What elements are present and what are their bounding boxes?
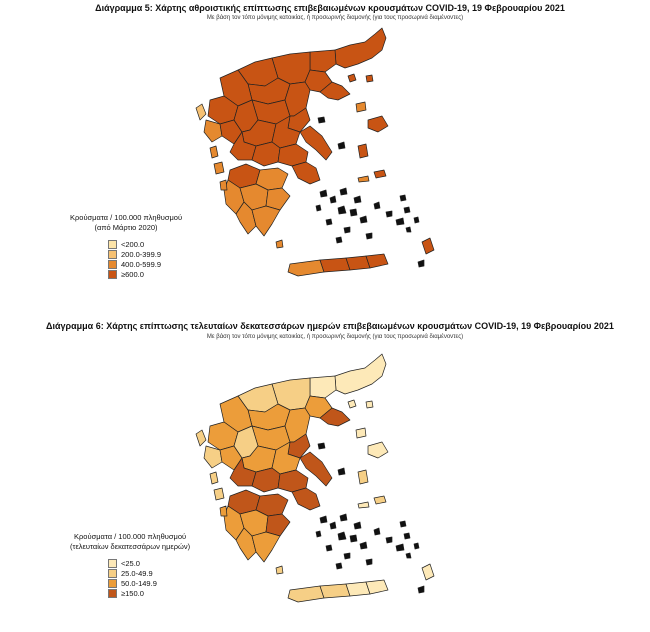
map-region xyxy=(368,442,388,458)
greece-cumulative-map xyxy=(160,20,480,305)
legend-label: 200.0-399.9 xyxy=(121,249,162,259)
map-region xyxy=(288,260,324,276)
legend-label: 50.0-149.9 xyxy=(121,578,157,588)
map-region xyxy=(350,209,357,216)
map-region xyxy=(358,502,369,508)
map-region xyxy=(374,528,380,535)
map-region xyxy=(340,188,347,195)
greece-14day-map xyxy=(160,346,480,631)
map-region xyxy=(318,443,325,449)
legend-item xyxy=(108,269,182,279)
map-region xyxy=(360,216,367,223)
map-region xyxy=(348,400,356,408)
map-region xyxy=(276,566,283,574)
map-region xyxy=(348,74,356,82)
map-region xyxy=(358,470,368,484)
map-region xyxy=(340,514,347,521)
map-region xyxy=(214,488,224,500)
legend-item xyxy=(108,558,190,568)
legend-label: <200.0 xyxy=(121,239,145,249)
map-region xyxy=(288,586,324,602)
legend-item xyxy=(108,578,190,588)
map-region xyxy=(366,559,372,565)
map-region xyxy=(422,564,434,580)
map-region xyxy=(330,196,336,203)
map-region xyxy=(338,206,346,214)
map1-legend xyxy=(70,213,182,279)
map-region xyxy=(396,544,404,551)
map-region xyxy=(344,553,350,559)
map-region xyxy=(366,254,388,268)
map-region xyxy=(330,522,336,529)
map-region xyxy=(318,117,325,123)
map-region xyxy=(336,563,342,569)
map-region xyxy=(310,50,336,72)
map-region xyxy=(210,146,218,158)
map-region xyxy=(400,521,406,527)
map-region xyxy=(310,376,336,398)
map-region xyxy=(326,219,332,225)
map-region xyxy=(292,488,320,510)
legend-label: ≥150.0 xyxy=(121,588,144,598)
map-region xyxy=(404,533,410,539)
map-region xyxy=(396,218,404,225)
mainland-regions xyxy=(204,354,386,562)
legend-label: 400.0-599.9 xyxy=(121,259,162,269)
map-region xyxy=(320,258,350,272)
map2-legend xyxy=(70,532,190,598)
map-region xyxy=(404,207,410,213)
map-region xyxy=(414,217,419,223)
map-region xyxy=(276,240,283,248)
legend-item xyxy=(108,568,190,578)
map-region xyxy=(196,430,206,446)
map-region xyxy=(366,233,372,239)
map-region xyxy=(366,580,388,594)
map2-legend-title-line2: (τελευταίων δεκατεσσάρων ημερών) xyxy=(70,542,191,551)
legend-swatch xyxy=(108,559,117,568)
map-region xyxy=(252,532,280,562)
map-region xyxy=(326,545,332,551)
legend-swatch xyxy=(108,260,117,269)
map-region xyxy=(210,472,218,484)
map-region xyxy=(220,180,227,190)
map-region xyxy=(338,532,346,540)
map-region xyxy=(374,170,386,178)
legend-swatch xyxy=(108,250,117,259)
legend-label: <25.0 xyxy=(121,558,140,568)
map-region xyxy=(354,196,361,203)
legend-swatch xyxy=(108,579,117,588)
map-region xyxy=(358,176,369,182)
legend-item xyxy=(108,239,182,249)
map-region xyxy=(406,553,411,558)
map-region xyxy=(335,28,386,68)
map1-legend-items xyxy=(108,239,182,279)
map-region xyxy=(252,206,280,236)
map1-title: Διάγραμμα 5: Χάρτης αθροιστικής επίπτωσης επιβεβαιωμένων κρουσμάτων COVID-19, 19 Φεβρουαρίου 2021 xyxy=(95,3,565,13)
map-region xyxy=(354,522,361,529)
map-region xyxy=(366,401,373,408)
legend-item xyxy=(108,249,182,259)
legend-swatch xyxy=(108,589,117,598)
map-region xyxy=(406,227,411,232)
map-region xyxy=(358,144,368,158)
map2-legend-items xyxy=(108,558,190,598)
map-region xyxy=(356,428,366,438)
map-region xyxy=(214,162,224,174)
cumulative-incidence-map-panel xyxy=(0,0,650,312)
map-region xyxy=(386,211,392,217)
map-region xyxy=(292,162,320,184)
map-region xyxy=(418,586,424,593)
map-region xyxy=(338,468,345,475)
map-region xyxy=(335,354,386,394)
map-region xyxy=(252,468,280,492)
legend-item xyxy=(108,259,182,269)
map-region xyxy=(252,142,280,166)
map-region xyxy=(386,537,392,543)
map2-title: Διάγραμμα 6: Χάρτης επίπτωσης τελευταίων δεκατεσσάρων ημερών επιβεβαιωμένων κρουσμάτων COVID-19, 19 Φεβρουαρίου 2021 xyxy=(46,321,614,331)
map-region xyxy=(316,205,321,211)
map-region xyxy=(320,584,350,598)
legend-label: ≥600.0 xyxy=(121,269,144,279)
legend-label: 25.0-49.9 xyxy=(121,568,153,578)
map-region xyxy=(350,535,357,542)
map-region xyxy=(344,227,350,233)
map2-subtitle: Με βάση τον τόπο μόνιμης κατοικίας, ή προσωρινής διαμονής (για τους προσωρινά διαμένοντες) xyxy=(206,334,464,340)
map1-subtitle: Με βάση τον τόπο μόνιμης κατοικίας, ή προσωρινής διαμονής (για τους προσωρινά διαμένοντες) xyxy=(206,15,464,21)
map-region xyxy=(220,506,227,516)
map-region xyxy=(418,260,424,267)
legend-swatch xyxy=(108,240,117,249)
legend-item xyxy=(108,588,190,598)
map-region xyxy=(356,102,366,112)
map-region xyxy=(316,531,321,537)
map-region xyxy=(374,496,386,504)
map-region xyxy=(360,542,367,549)
mainland-regions xyxy=(204,28,386,236)
map-region xyxy=(368,116,388,132)
map-region xyxy=(400,195,406,201)
legend-swatch xyxy=(108,270,117,279)
map-region xyxy=(374,202,380,209)
map-region xyxy=(366,75,373,82)
map-region xyxy=(422,238,434,254)
map1-legend-title-line2: (από Μάρτιο 2020) xyxy=(94,223,158,232)
map-region xyxy=(320,190,327,197)
map2-legend-title-line1: Κρούσματα / 100.000 πληθυσμού xyxy=(74,532,187,541)
map-region xyxy=(320,516,327,523)
legend-swatch xyxy=(108,569,117,578)
map-region xyxy=(414,543,419,549)
14-day-incidence-map-panel xyxy=(0,316,650,632)
map-region xyxy=(336,237,342,243)
map-region xyxy=(196,104,206,120)
map-region xyxy=(338,142,345,149)
map1-legend-title-line1: Κρούσματα / 100.000 πληθυσμού xyxy=(70,213,183,222)
